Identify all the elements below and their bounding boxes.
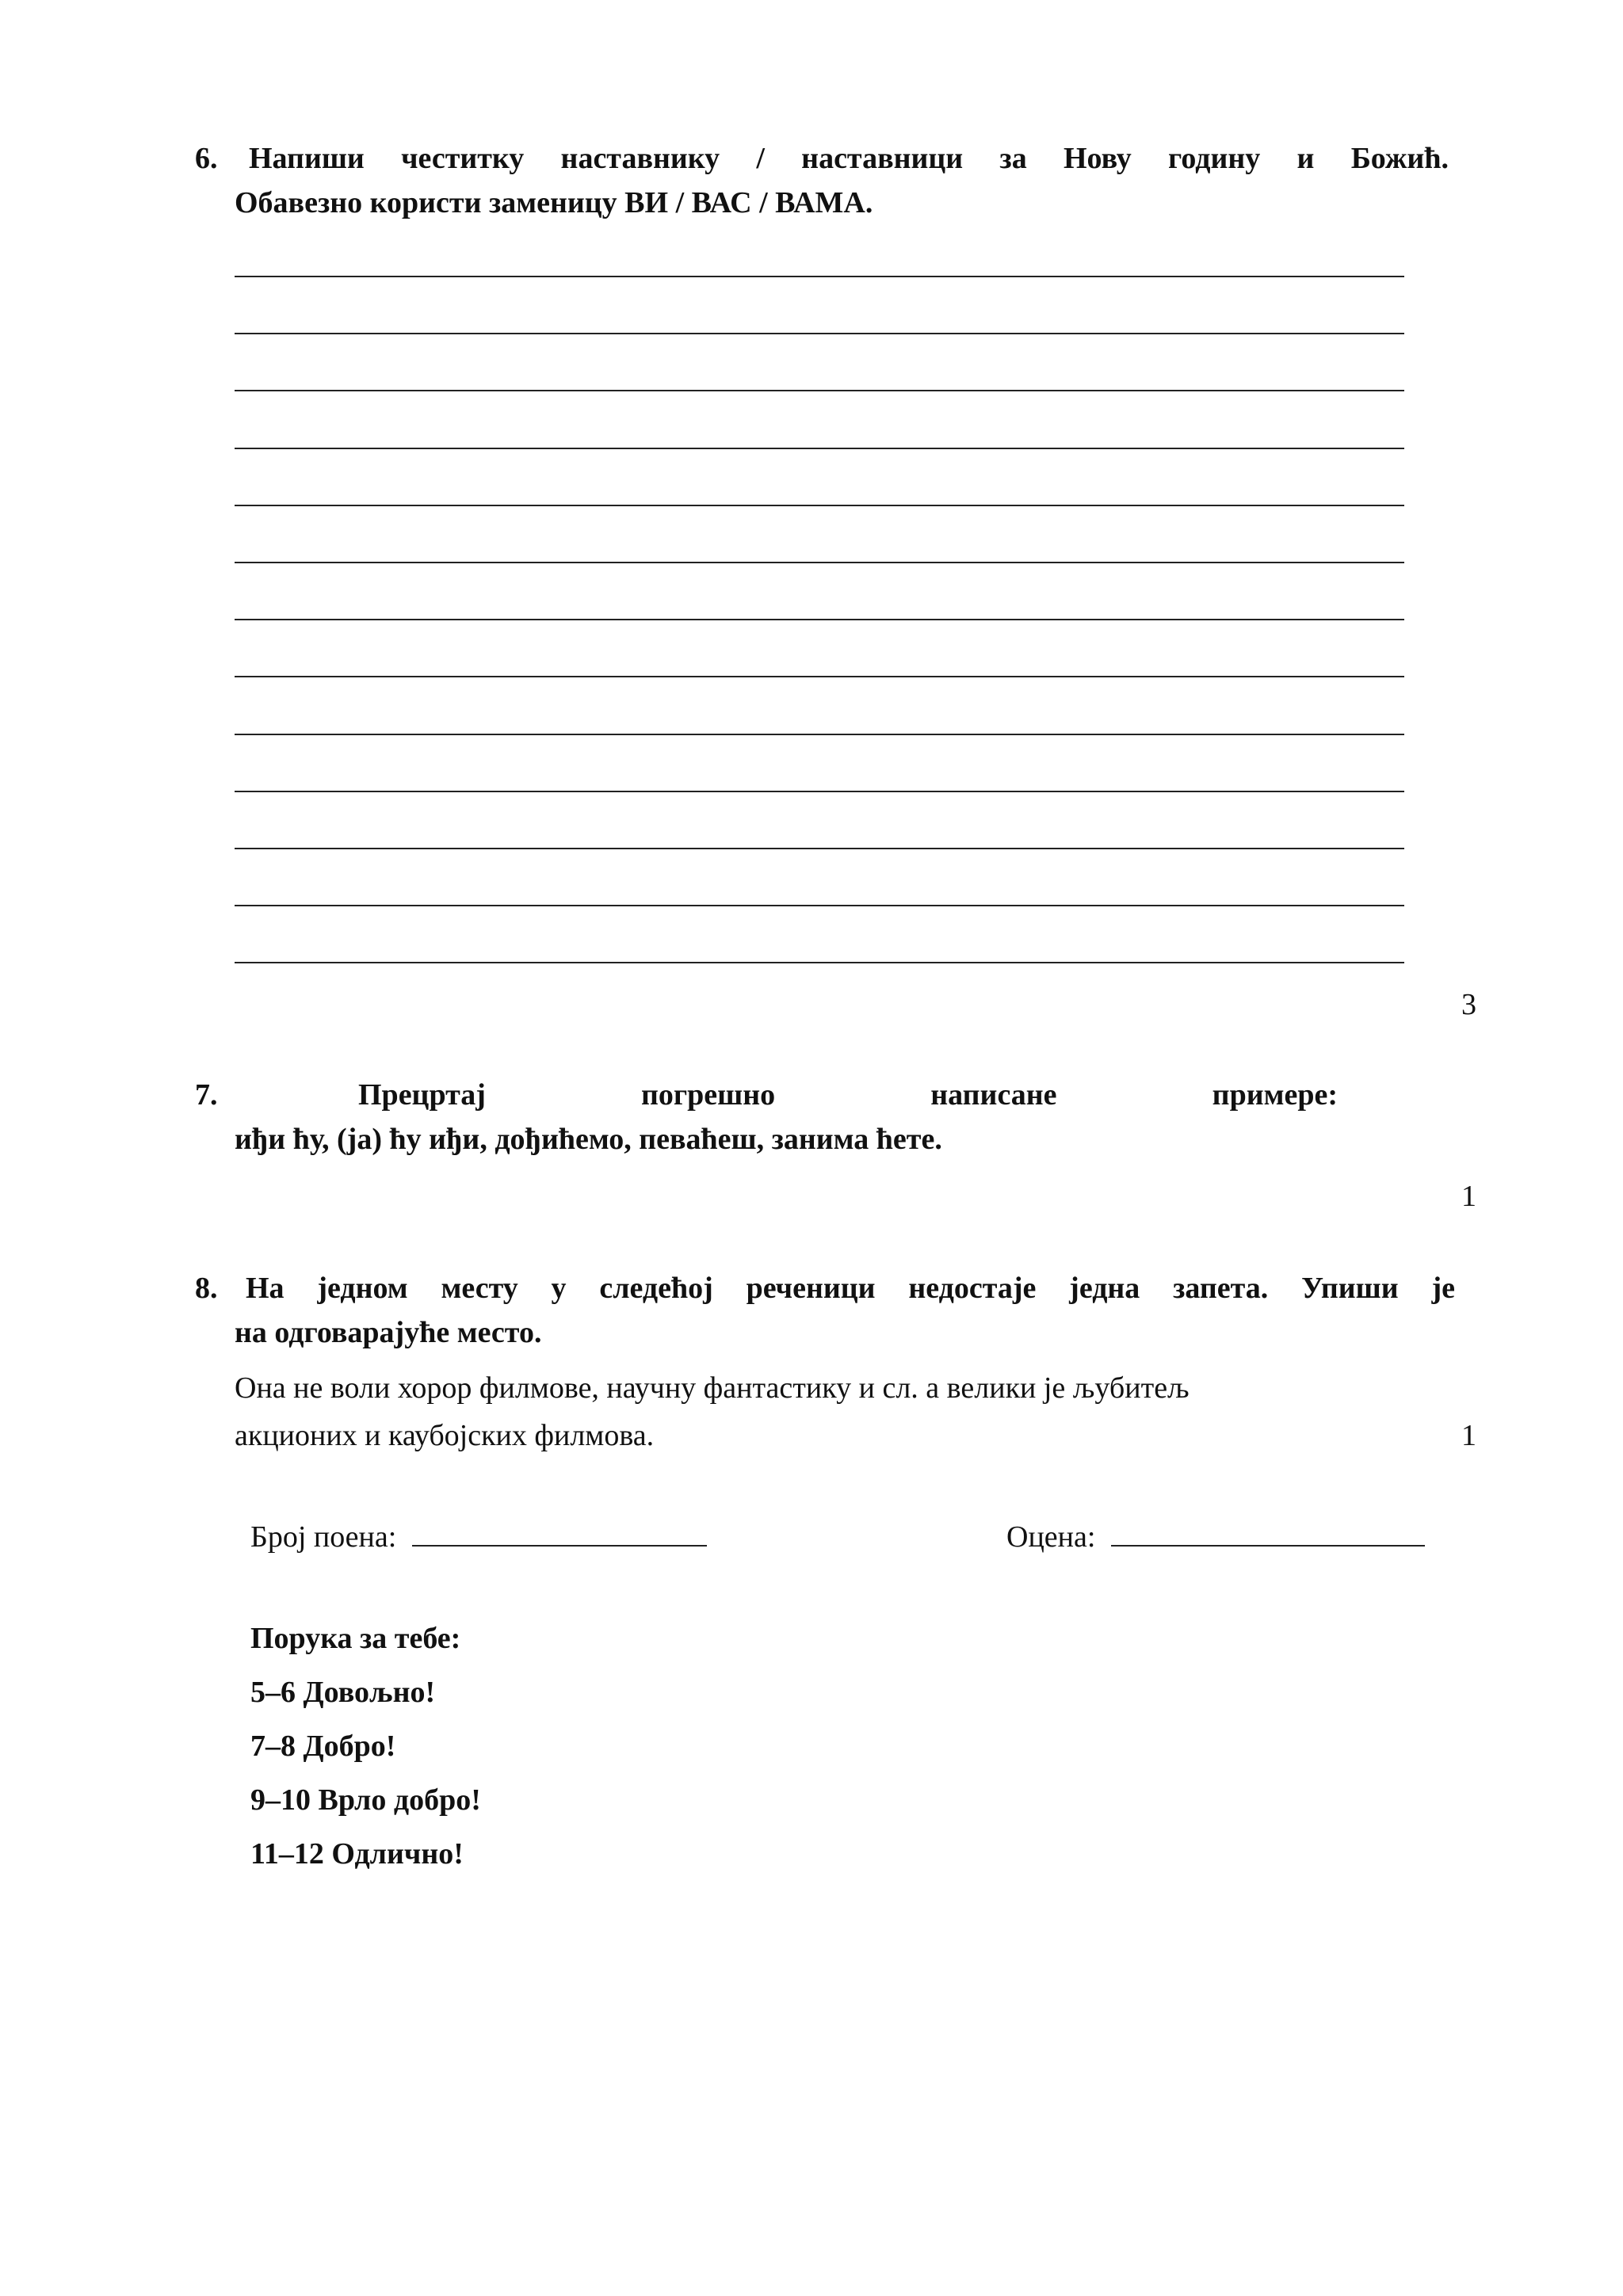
message-item: 7–8 Добро! [250, 1730, 396, 1763]
answer-line[interactable] [235, 905, 1404, 906]
question-8-points: 1 [1461, 1419, 1476, 1452]
question-8-word: реченици [746, 1272, 876, 1305]
question-6-word: / [756, 142, 765, 175]
question-6-prompt-line-1 [249, 141, 1449, 176]
question-6-points: 3 [1461, 988, 1476, 1021]
question-7-word: погрешно [641, 1078, 776, 1112]
answer-line[interactable] [235, 619, 1404, 620]
answer-line[interactable] [235, 276, 1404, 277]
question-8-word: једна [1069, 1272, 1140, 1305]
question-6-number: 6. [195, 142, 218, 175]
question-8-word: недостаје [908, 1272, 1037, 1305]
question-8-word: у [551, 1272, 567, 1305]
answer-line[interactable] [235, 448, 1404, 449]
grade-field [1006, 1516, 1425, 1554]
question-8-prompt-line-1 [246, 1271, 1455, 1306]
answer-line[interactable] [235, 333, 1404, 334]
message-item: 9–10 Врло добро! [250, 1783, 481, 1817]
question-7-points: 1 [1461, 1180, 1476, 1213]
question-8-word: је [1431, 1272, 1455, 1305]
message-title: Порука за тебе: [250, 1622, 461, 1655]
question-8-word: месту [441, 1272, 518, 1305]
question-8-word: Упиши [1301, 1272, 1399, 1305]
question-6-word: Нову [1063, 142, 1132, 175]
question-7-word: примере: [1212, 1078, 1338, 1112]
question-7-prompt-line-1 [358, 1077, 1338, 1112]
question-6-prompt-line-2: Обавезно користи заменицу ВИ / ВАС / ВАМА. [235, 186, 873, 219]
answer-line[interactable] [235, 962, 1404, 963]
answer-line[interactable] [235, 676, 1404, 677]
question-6-word: годину [1168, 142, 1261, 175]
question-8-word: следећој [599, 1272, 713, 1305]
question-8-sentence-line-1[interactable]: Она не воли хорор филмове, научну фантастику и сл. а велики је љубитељ [235, 1371, 1190, 1405]
question-8-word: запета. [1173, 1272, 1269, 1305]
points-blank[interactable] [412, 1516, 707, 1547]
question-8-sentence-line-2[interactable]: акционих и каубојских филмова. [235, 1419, 655, 1452]
grade-blank[interactable] [1111, 1516, 1425, 1547]
question-6-word: и [1296, 142, 1315, 175]
answer-line[interactable] [235, 848, 1404, 849]
question-7-number: 7. [195, 1078, 218, 1112]
question-7-word: написане [930, 1078, 1057, 1112]
question-6-word: честитку [401, 142, 525, 175]
answer-line[interactable] [235, 505, 1404, 506]
question-6-word: наставнику [560, 142, 720, 175]
question-8-prompt-line-2: на одговарајуће место. [235, 1316, 542, 1349]
points-field [250, 1516, 707, 1554]
question-8-word: једном [317, 1272, 408, 1305]
answer-line[interactable] [235, 390, 1404, 391]
question-6-word: Божић. [1350, 142, 1449, 175]
message-item: 11–12 Одлично! [250, 1837, 464, 1871]
question-6-word: наставници [801, 142, 964, 175]
answer-line[interactable] [235, 734, 1404, 735]
question-7-word: Прецртај [358, 1078, 486, 1112]
message-item: 5–6 Довољно! [250, 1676, 436, 1709]
question-7-examples[interactable]: иђи ћу, (ја) ћу иђи, дођићемо, певаћеш, занима ћете. [235, 1123, 942, 1156]
question-8-number: 8. [195, 1272, 218, 1305]
answer-line[interactable] [235, 791, 1404, 792]
question-6-word: за [999, 142, 1027, 175]
question-8-word: На [246, 1272, 285, 1305]
grade-label: Оцена: [1006, 1520, 1096, 1554]
question-6-word: Напиши [249, 142, 365, 175]
answer-line[interactable] [235, 562, 1404, 563]
points-label: Број поена: [250, 1520, 397, 1554]
